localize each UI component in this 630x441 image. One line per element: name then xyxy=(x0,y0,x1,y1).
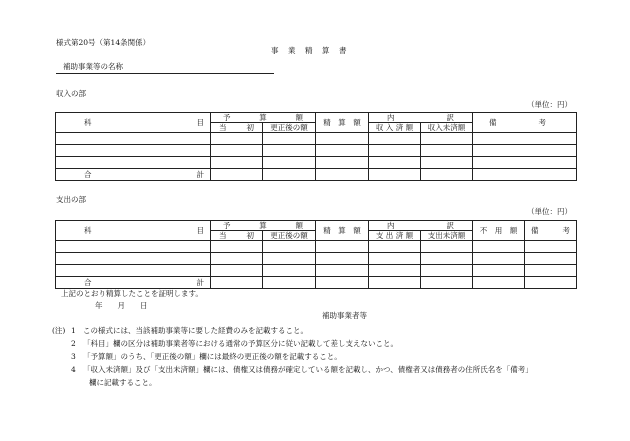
project-name-line xyxy=(56,63,274,74)
expense-col-unused: 不 用 額 xyxy=(473,221,525,241)
expense-col-initial: 当 初 xyxy=(211,231,263,241)
income-col-unreceived: 収入未済額 xyxy=(421,123,473,133)
date-line: 年 月 日 xyxy=(95,301,148,310)
certify-text: 上記のとおり精算したことを証明します。 xyxy=(61,289,203,298)
expense-col-subject: 科 目 xyxy=(56,221,211,241)
income-col-initial: 当 初 xyxy=(211,123,263,133)
income-total-label: 合 計 xyxy=(56,169,211,181)
expense-unit: （単位：円） xyxy=(527,207,572,216)
expense-col-remarks: 備 考 xyxy=(525,221,577,241)
note-4-text: 「収入未済額」及び「支出未済額」欄には、債権又は債務が確定している額を記載し、かつ、債権者又は債務者の住所氏名を「備考」 xyxy=(83,365,533,374)
note-number: 3 xyxy=(71,352,76,361)
income-total-row xyxy=(56,169,577,181)
expense-section-title: 支出の部 xyxy=(56,195,86,204)
expense-col-settled: 精 算 額 xyxy=(316,221,369,241)
expense-col-revised: 更正後の額 xyxy=(263,231,316,241)
form-number: 様式第20号（第14条関係） xyxy=(56,38,151,47)
table-row xyxy=(56,265,577,277)
note-number: 4 xyxy=(71,365,76,374)
income-section-title: 収入の部 xyxy=(56,89,86,98)
income-col-subject: 科 目 xyxy=(56,113,211,133)
table-row xyxy=(56,145,577,157)
expense-total-row xyxy=(56,277,577,289)
document-title: 事 業 精 算 書 xyxy=(271,46,348,55)
expense-total-label: 合 計 xyxy=(56,277,211,289)
project-name-label: 補助事業等の名称 xyxy=(63,62,123,71)
expense-table xyxy=(55,220,577,289)
income-col-revised: 更正後の額 xyxy=(263,123,316,133)
note-3-text: 「予算額」のうち、「更正後の額」欄には最終の更正後の額を記載すること。 xyxy=(83,352,342,361)
table-row xyxy=(56,253,577,265)
table-row xyxy=(56,241,577,253)
note-4-continuation: 欄に記載すること。 xyxy=(89,378,157,387)
note-number: 1 xyxy=(71,326,76,335)
income-table xyxy=(55,112,577,181)
income-col-breakdown: 内 訳 xyxy=(369,113,473,123)
note-number: 2 xyxy=(71,339,76,348)
note-1-text: この様式には、当該補助事業等に要した経費のみを記載すること。 xyxy=(83,326,308,335)
table-row xyxy=(56,133,577,145)
income-col-budget: 予 算 額 xyxy=(211,113,316,123)
income-col-received: 収 入 済 額 xyxy=(369,123,421,133)
expense-col-paid: 支 出 済 額 xyxy=(369,231,421,241)
expense-col-unpaid: 支出未済額 xyxy=(421,231,473,241)
notes-label: (注) xyxy=(52,326,66,335)
income-col-settled: 精 算 額 xyxy=(316,113,369,133)
expense-col-budget: 予 算 額 xyxy=(211,221,316,231)
income-col-remarks: 備 考 xyxy=(473,113,577,133)
expense-col-breakdown: 内 訳 xyxy=(369,221,473,231)
income-unit: （単位：円） xyxy=(527,100,572,109)
table-row xyxy=(56,157,577,169)
note-2-text: 「科目」欄の区分は補助事業者等における通常の予算区分に従い記載して差し支えないこと。 xyxy=(83,339,398,348)
signer-label: 補助事業者等 xyxy=(322,311,367,320)
